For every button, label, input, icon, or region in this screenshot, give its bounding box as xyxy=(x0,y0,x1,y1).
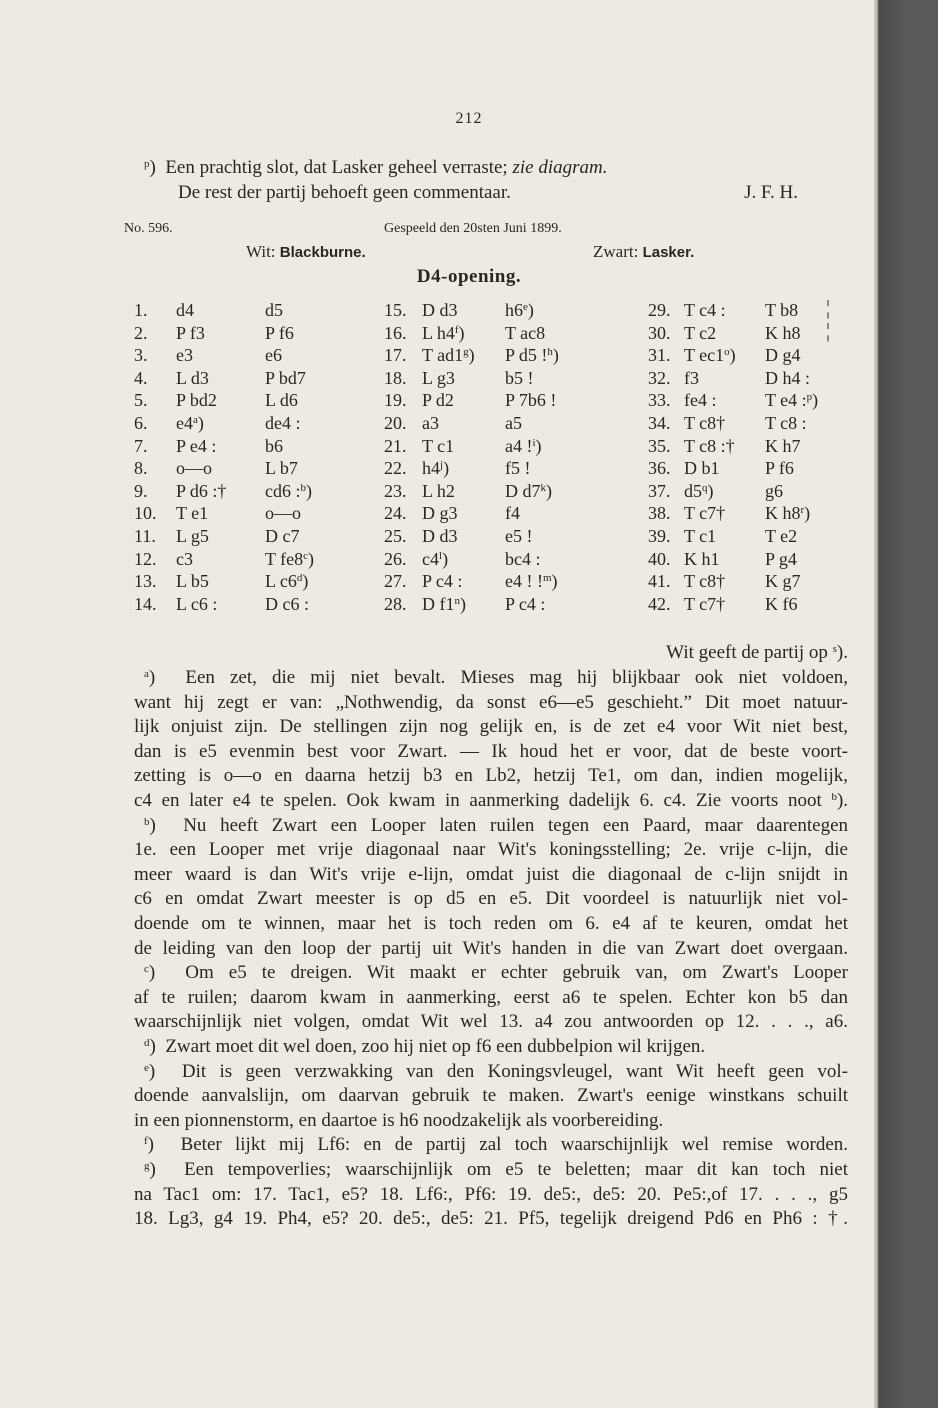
move-number: 16. xyxy=(384,323,407,343)
white-move: P e4 : xyxy=(176,436,217,456)
note-line: meer waard is dan Wit's vrije e-lijn, omdat juist die diagonaal de c-lijn snijdt in xyxy=(134,863,848,885)
note-line: want hij zegt er van: „Nothwendig, da sonst e6—e5 geschieht.” Dit moet natuur- xyxy=(134,691,848,713)
move-number: 25. xyxy=(384,526,407,546)
move-number: 12. xyxy=(134,549,157,569)
move-number: 30. xyxy=(648,323,671,343)
opening-title: D4-opening. xyxy=(416,266,522,287)
move-number: 39. xyxy=(648,526,671,546)
move-number: 19. xyxy=(384,390,407,410)
decorative-bar-mark: ¦ xyxy=(826,297,831,319)
note-line: af te ruilen; daarom kwam in aanmerking, eerst a6 te spelen. Echter kon b5 dan xyxy=(134,986,848,1008)
white-move: T c1 xyxy=(684,526,717,546)
move-number: 34. xyxy=(648,413,671,433)
black-move: o—o xyxy=(265,503,301,523)
white-move: c4$^l$) xyxy=(422,549,449,569)
note-line: c4 en later e4 te spelen. Ook kwam in aanmerking dadelijk 6. c4. Zie voorts noot $^b$). xyxy=(134,790,849,811)
game-date: Gespeeld den 20sten Juni 1899. xyxy=(384,221,562,236)
black-move: P f6 xyxy=(765,458,794,478)
white-move: P f3 xyxy=(176,323,205,343)
move-number: 11. xyxy=(134,526,156,546)
move-number: 31. xyxy=(648,345,671,365)
black-move: L d6 xyxy=(265,390,298,410)
move-number: 33. xyxy=(648,390,671,410)
black-move: e6 xyxy=(265,345,282,365)
move-number: 6. xyxy=(134,413,148,433)
note-p-text: Een prachtig slot, dat Lasker geheel verraste; xyxy=(165,157,508,178)
black-move: T e2 xyxy=(765,526,798,546)
note-line: na Tac1 om: 17. Tac1, e5? 18. Lf6:, Pf6: 19. de5:, de5: 20. Pe5:,of 17. . . ., g5 xyxy=(134,1183,848,1205)
white-player: Wit: Blackburne. xyxy=(246,242,366,261)
white-move: P d6 :† xyxy=(176,481,227,501)
game-number: No. 596. xyxy=(124,221,173,236)
black-move: e4 ! !$^m$) xyxy=(505,571,558,591)
decorative-bar-mark: ¦ xyxy=(826,320,831,342)
black-move: D d7$^k$) xyxy=(505,481,552,501)
note-e: $^e$) Dit is geen verzwakking van den Koningsvleugel, want Wit heeft geen vol- xyxy=(144,1060,848,1082)
white-move: T c7† xyxy=(684,594,726,614)
move-number: 36. xyxy=(648,458,671,478)
note-c: $^c$) Om e5 te dreigen. Wit maakt er echter gebruik van, om Zwart's Looper xyxy=(144,962,848,984)
black-move: T e4 :$^p$) xyxy=(765,390,819,410)
note-line: doende aanvalslijn, om daarvan gebruik te maken. Zwart's eenige winstkans schuilt xyxy=(134,1085,848,1107)
white-move: D d3 xyxy=(422,526,458,546)
white-move: L b5 xyxy=(176,571,209,591)
note-g: $^g$) Een tempoverlies; waarschijnlijk om e5 te beletten; maar dit kan toch niet xyxy=(144,1159,849,1180)
move-number: 14. xyxy=(134,594,157,614)
black-move: D g4 xyxy=(765,345,801,365)
white-move: D d3 xyxy=(422,300,458,320)
black-move: L b7 xyxy=(265,458,298,478)
resign-text: Wit geeft de partij op xyxy=(666,642,828,663)
note-line: de leiding van den loop der partij uit Wit's handen in die van Zwart doet overgaan. xyxy=(134,937,848,959)
black-move: P f6 xyxy=(265,323,294,343)
note-a: $^a$) Een zet, die mij niet bevalt. Mieses mag hij blijkbaar ook niet voldoen, xyxy=(144,667,848,688)
white-move: T ad1$^g$) xyxy=(422,345,475,365)
note-line: doende om te winnen, maar het is toch reden om 6. e4 af te keuren, omdat het xyxy=(134,913,848,934)
move-number: 29. xyxy=(648,300,671,320)
white-move: K h1 xyxy=(684,549,720,569)
note-line: in een pionnenstorm, en daartoe is h6 noodzakelijk als voorbereiding. xyxy=(134,1109,664,1131)
white-move: fe4 : xyxy=(684,390,717,410)
note-line: lijk onjuist zijn. De stellingen zijn nog gelijk en, is de zet e4 voor Wit niet best, xyxy=(134,716,848,738)
white-move: h4$^j$) xyxy=(422,458,450,478)
note-d: $^d$) Zwart moet dit wel doen, zoo hij niet op f6 een dubbelpion wil krijgen. xyxy=(144,1036,706,1057)
white-move: c3 xyxy=(176,549,193,569)
note-line: dan is e5 evenmin best voor Zwart. — Ik houd het er voor, dat de beste voort- xyxy=(134,740,848,762)
note-f: $^f$) Beter lijkt mij Lf6: en de partij zal toch waarschijnlijk wel remise worden. xyxy=(144,1134,848,1156)
white-move: T c8† xyxy=(684,571,726,591)
move-number: 26. xyxy=(384,549,407,569)
move-number: 3. xyxy=(134,345,148,365)
resign-line: Wit geeft de partij op $^s$). xyxy=(666,642,848,663)
note-line: c6 en omdat Zwart meester is op d5 en e5. Dit voordeel is natuurlijk niet vol- xyxy=(134,888,848,910)
rest-line xyxy=(134,180,848,205)
note-line: waarschijnlijk niet volgen, omdat Wit wel 13. a4 zou antwoorden op 12. . . ., a6. xyxy=(134,1011,848,1033)
move-number: 35. xyxy=(648,436,671,456)
page-edge xyxy=(874,0,906,1408)
black-move: K h7 xyxy=(765,436,801,456)
black-move: g6 xyxy=(765,481,783,501)
move-number: 27. xyxy=(384,571,407,591)
move-number: 38. xyxy=(648,503,671,523)
black-move: D c6 : xyxy=(265,594,309,614)
black-move: b5 ! xyxy=(505,368,534,388)
black-player: Zwart: Lasker. xyxy=(593,242,695,261)
black-move: K g7 xyxy=(765,571,801,591)
note-b: $^b$) Nu heeft Zwart een Looper laten ruilen tegen een Paard, maar daarentegen xyxy=(144,814,848,836)
move-number: 15. xyxy=(384,300,407,320)
white-move: d4 xyxy=(176,300,194,320)
white-move: P c4 : xyxy=(422,571,463,591)
black-move: P g4 xyxy=(765,549,797,569)
black-move: d5 xyxy=(265,300,283,320)
white-move: T c2 xyxy=(684,323,717,343)
black-move: f4 xyxy=(505,503,520,523)
black-move: P bd7 xyxy=(265,368,306,388)
black-move: cd6 :$^b$) xyxy=(265,481,312,501)
black-move: P d5 !$^h$) xyxy=(505,345,559,365)
black-move: T ac8 xyxy=(505,323,546,343)
move-number: 2. xyxy=(134,323,148,343)
white-move: e4$^a$) xyxy=(176,413,204,433)
white-move: T c8 :† xyxy=(684,436,735,456)
white-move: o—o xyxy=(176,458,212,478)
move-number: 41. xyxy=(648,571,671,591)
black-move: de4 : xyxy=(265,413,301,433)
black-move: b6 xyxy=(265,436,283,456)
white-move: T c7† xyxy=(684,503,726,523)
white-player-name: Blackburne. xyxy=(279,244,366,261)
black-move: L c6$^d$) xyxy=(265,571,309,591)
white-move: L g5 xyxy=(176,526,209,546)
white-move: L g3 xyxy=(422,368,455,388)
white-move: f3 xyxy=(684,368,699,388)
move-number: 21. xyxy=(384,436,407,456)
black-move: T c8 : xyxy=(765,413,807,433)
white-move: T c4 : xyxy=(684,300,726,320)
white-move: D f1$^n$) xyxy=(422,594,466,614)
black-move: a5 xyxy=(505,413,522,433)
note-p-line: $^p$) Een prachtig slot, dat Lasker geheel verraste; zie diagram. xyxy=(144,157,608,178)
move-number: 42. xyxy=(648,594,671,614)
black-move: D c7 xyxy=(265,526,300,546)
white-move: T c1 xyxy=(422,436,455,456)
black-move: e5 ! xyxy=(505,526,533,546)
black-move: D h4 : xyxy=(765,368,810,388)
white-move: L h4$^f$) xyxy=(422,323,465,343)
black-move: K h8$^r$) xyxy=(765,503,811,523)
white-move: P d2 xyxy=(422,390,454,410)
black-move: P c4 : xyxy=(505,594,546,614)
white-move: d5$^q$) xyxy=(684,481,714,501)
move-number: 8. xyxy=(134,458,148,478)
white-move: T e1 xyxy=(176,503,209,523)
move-number: 4. xyxy=(134,368,148,388)
white-move: L h2 xyxy=(422,481,455,501)
move-number: 23. xyxy=(384,481,407,501)
white-move: L d3 xyxy=(176,368,209,388)
black-move: K f6 xyxy=(765,594,798,614)
black-move: h6e) xyxy=(505,300,534,320)
white-move: D b1 xyxy=(684,458,720,478)
white-move: D g3 xyxy=(422,503,458,523)
white-move: T ec1$^o$) xyxy=(684,345,736,365)
black-move: T fe8$^c$) xyxy=(265,549,315,569)
black-move: bc4 : xyxy=(505,549,541,569)
diagram-reference: zie diagram. xyxy=(512,157,608,178)
move-number: 7. xyxy=(134,436,148,456)
rest-text: De rest der partij behoeft geen commentaar. xyxy=(178,182,511,203)
move-number: 17. xyxy=(384,345,407,365)
move-number: 20. xyxy=(384,413,407,433)
white-move: a3 xyxy=(422,413,439,433)
black-move: f5 ! xyxy=(505,458,531,478)
author-initials: J. F. H. xyxy=(744,182,798,203)
move-number: 37. xyxy=(648,481,671,501)
move-number: 28. xyxy=(384,594,407,614)
move-number: 1. xyxy=(134,300,148,320)
move-number: 22. xyxy=(384,458,407,478)
black-player-name: Lasker. xyxy=(642,244,695,261)
white-move: T c8† xyxy=(684,413,726,433)
black-move: T b8 xyxy=(765,300,799,320)
page-number: 212 xyxy=(455,110,483,127)
move-number: 32. xyxy=(648,368,671,388)
move-number: 10. xyxy=(134,503,157,523)
note-line: zetting is o—o en daarna hetzij b3 en Lb2, hetzij Te1, om dan, indien mogelijk, xyxy=(134,765,848,787)
note-line: 18. Lg3, g4 19. Ph4, e5? 20. de5:, de5: 21. Pf5, tegelijk dreigend Pd6 en Ph6 : †. xyxy=(134,1208,848,1230)
move-number: 24. xyxy=(384,503,407,523)
move-number: 5. xyxy=(134,390,148,410)
black-move: P 7b6 ! xyxy=(505,390,557,410)
note-line: 1e. een Looper met vrije diagonaal naar Wit's koningsstelling; 2e. vrije c-lijn, die xyxy=(134,839,848,861)
move-number: 40. xyxy=(648,549,671,569)
move-number: 13. xyxy=(134,571,157,591)
move-number: 9. xyxy=(134,481,148,501)
move-number: 18. xyxy=(384,368,407,388)
black-move: a4 !$^i$) xyxy=(505,436,542,456)
white-move: P bd2 xyxy=(176,390,217,410)
black-move: K h8 xyxy=(765,323,801,343)
white-move: e3 xyxy=(176,345,193,365)
white-move: L c6 : xyxy=(176,594,218,614)
